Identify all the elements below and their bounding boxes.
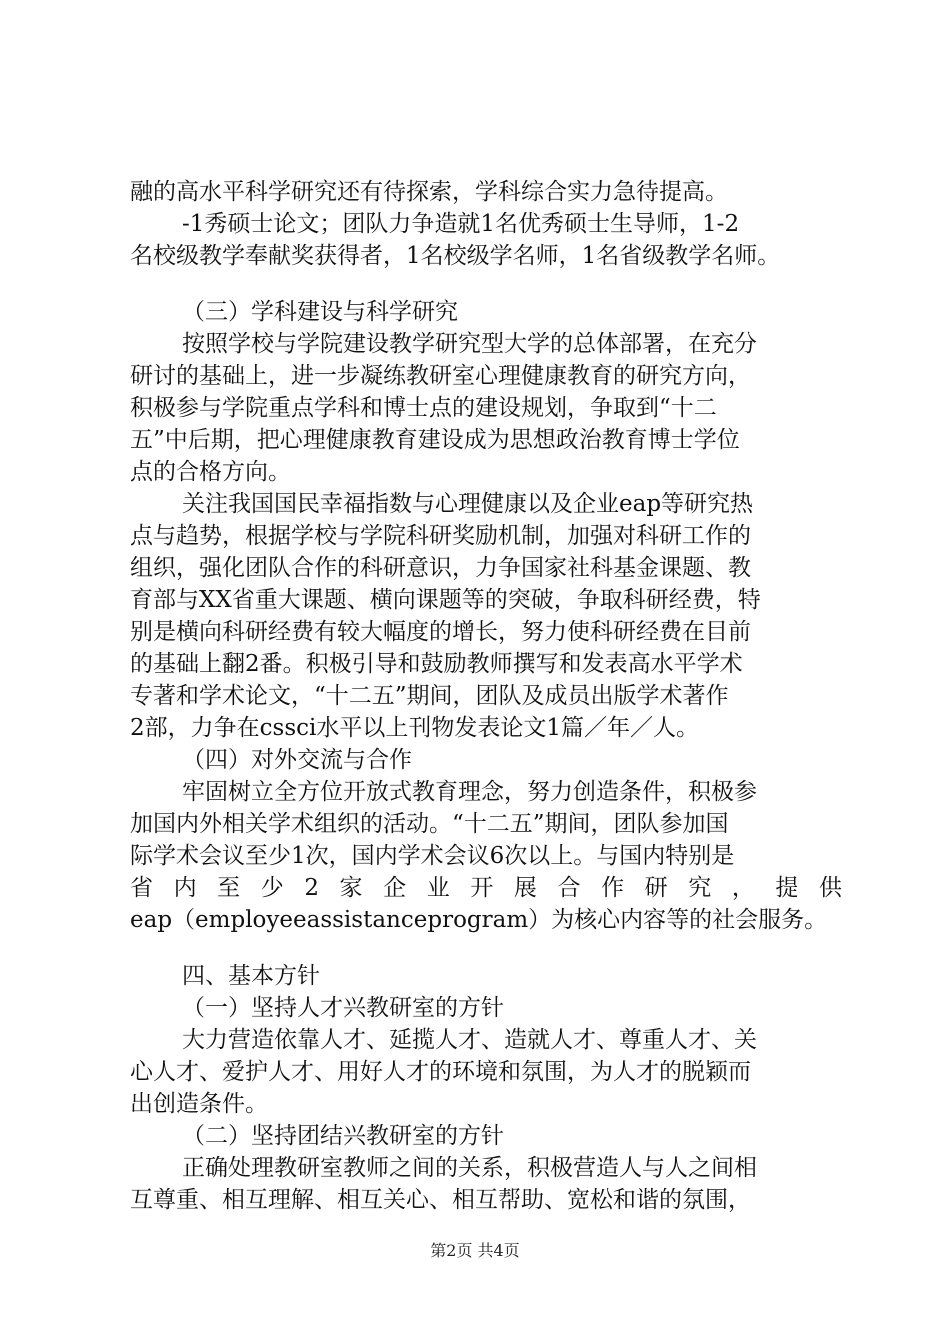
subsection-heading: （二）坚持团结兴教研室的方针 [182,1123,504,1149]
paragraph-line: 出创造条件。 [130,1091,268,1117]
paragraph-line: 组织，强化团队合作的科研意识，力争国家社科基金课题、教 [130,555,751,581]
page-footer: 第2页 共4页 [430,1241,520,1260]
paragraph-line: 省内至少2家企业开展合作研究，提供 [130,875,842,901]
paragraph-line: -1秀硕士论文；团队力争造就1名优秀硕士生导师，1-2 [182,211,740,237]
paragraph-line: 点与趋势，根据学校与学院科研奖励机制，加强对科研工作的 [130,523,751,549]
paragraph-line: 互尊重、相互理解、相互关心、相互帮助、宽松和谐的氛围， [130,1187,751,1213]
paragraph-line: 的基础上翻2番。积极引导和鼓励教师撰写和发表高水平学术 [130,651,743,677]
paragraph-line: 名校级教学奉献奖获得者，1名校级学名师，1名省级教学名师。 [130,243,781,269]
paragraph-line: eap（employeeassistanceprogram）为核心内容等的社会服务。 [130,907,828,933]
paragraph-line: 点的合格方向。 [130,459,291,485]
paragraph-line: 育部与XX省重大课题、横向课题等的突破，争取科研经费，特 [130,587,761,613]
paragraph-line: 际学术会议至少1次，国内学术会议6次以上。与国内特别是 [130,843,735,869]
section-heading: （四）对外交流与合作 [182,747,412,773]
paragraph-line: 研讨的基础上，进一步凝练教研室心理健康教育的研究方向， [130,363,751,389]
section-heading: 四、基本方针 [182,963,320,989]
paragraph-line: 积极参与学院重点学科和博士点的建设规划，争取到“十二 [130,395,717,421]
paragraph-line: 专著和学术论文，“十二五”期间，团队及成员出版学术著作 [130,683,729,709]
section-heading: （三）学科建设与科学研究 [182,299,458,325]
paragraph-line: 别是横向科研经费有较大幅度的增长，努力使科研经费在目前 [130,619,751,645]
paragraph-line: 正确处理教研室教师之间的关系，积极营造人与人之间相 [182,1155,757,1181]
paragraph-line: 2部，力争在cssci水平以上刊物发表论文1篇／年／人。 [130,715,699,741]
paragraph-line: 牢固树立全方位开放式教育理念，努力创造条件，积极参 [182,779,757,805]
subsection-heading: （一）坚持人才兴教研室的方针 [182,995,504,1021]
paragraph-line: 五”中后期，把心理健康教育建设成为思想政治教育博士学位 [130,427,740,453]
paragraph-line: 加国内外相关学术组织的活动。“十二五”期间，团队参加国 [130,811,729,837]
paragraph-line: 大力营造依靠人才、延揽人才、造就人才、尊重人才、关 [182,1027,757,1053]
paragraph-line: 按照学校与学院建设教学研究型大学的总体部署，在充分 [182,331,757,357]
paragraph-line: 心人才、爱护人才、用好人才的环境和氛围，为人才的脱颖而 [130,1059,751,1085]
paragraph-line: 关注我国国民幸福指数与心理健康以及企业eap等研究热 [182,491,754,517]
paragraph-line: 融的高水平科学研究还有待探索，学科综合实力急待提高。 [130,179,728,205]
